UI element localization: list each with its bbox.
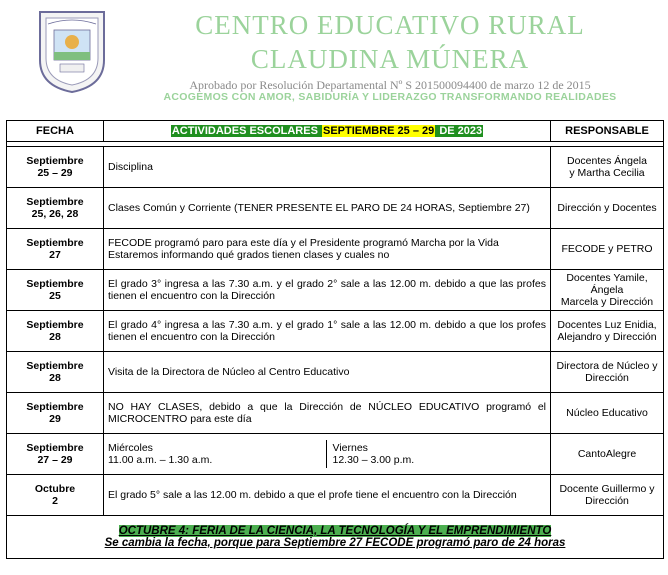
table-row [7, 270, 664, 311]
row-activity: El grado 3° ingresa a las 7.30 a.m. y el grado 2° sale a las 12.00 m. debido a que las profes tienen el encuentro con la Dirección [104, 270, 551, 311]
row-activity: El grado 4° ingresa a las 7.30 a.m. y el grado 1° sale a las 12.00 m. debido a que los profes tienen el encuentro con la Dirección [104, 311, 551, 352]
row-responsible: Docentes Ángela y Martha Cecilia [551, 147, 664, 188]
column-header-actividades [104, 121, 551, 142]
school-motto: ACOGEMOS CON AMOR, SABIDURÍA Y LIDERAZGO TRANSFORMANDO REALIDADES [163, 91, 617, 103]
date-change-notice: Se cambia la fecha, porque para Septiembre 27 FECODE programó paro de 24 horas [104, 537, 566, 549]
table-footer-row [7, 516, 664, 559]
row-activity: El grado 5° sale a las 12.00 m. debido a que el profe tiene el encuentro con la Dirección [104, 475, 551, 516]
row-responsible: Directora de Núcleo y Dirección [551, 352, 664, 393]
table-row [7, 147, 664, 188]
row-date: Septiembre 27 – 29 [7, 434, 104, 475]
table-header-row [7, 121, 664, 142]
row-activity: NO HAY CLASES, debido a que la Dirección de NÚCLEO EDUCATIVO programó el MICROCENTRO para este día [104, 393, 551, 434]
schedule-friday: Viernes 12.30 – 3.00 p.m. [332, 442, 415, 466]
document-header [0, 0, 668, 112]
school-title-line2: CLAUDINA MÚNERA [250, 44, 530, 74]
row-responsible: Docente Guillermo y Dirección [551, 475, 664, 516]
row-activity-split [104, 434, 551, 475]
school-title-line1: CENTRO EDUCATIVO RURAL [195, 10, 585, 40]
row-responsible: FECODE y PETRO [551, 229, 664, 270]
row-activity: Disciplina [104, 147, 551, 188]
row-responsible: Docentes Yamile, Ángela Marcela y Dirección [551, 270, 664, 311]
row-date: Septiembre 27 [7, 229, 104, 270]
table-row [7, 229, 664, 270]
row-responsible: Núcleo Educativo [551, 393, 664, 434]
row-date: Septiembre 25, 26, 28 [7, 188, 104, 229]
header-activities-label: ACTIVIDADES ESCOLARES [171, 125, 321, 137]
row-activity: Clases Común y Corriente (TENER PRESENTE EL PARO DE 24 HORAS, Septiembre 27) [104, 188, 551, 229]
row-date: Septiembre 25 – 29 [7, 147, 104, 188]
table-row [7, 475, 664, 516]
row-date: Septiembre 28 [7, 352, 104, 393]
table-row [7, 311, 664, 352]
row-activity: Visita de la Directora de Núcleo al Centro Educativo [104, 352, 551, 393]
school-seal-logo [34, 8, 110, 94]
schedule-wednesday: Miércoles 11.00 a.m. – 1.30 a.m. [108, 440, 327, 468]
row-date: Septiembre 28 [7, 311, 104, 352]
table-row-split [7, 434, 664, 475]
row-responsible: Docentes Luz Enidia, Alejandro y Dirección [551, 311, 664, 352]
table-row [7, 188, 664, 229]
row-date: Septiembre 29 [7, 393, 104, 434]
row-date: Septiembre 25 [7, 270, 104, 311]
approval-resolution: Aprobado por Resolución Departamental Nº S 201500094400 de marzo 12 de 2015 [189, 78, 591, 92]
footer-notice [7, 516, 664, 559]
activities-table [6, 120, 664, 559]
table-row [7, 393, 664, 434]
row-date: Octubre 2 [7, 475, 104, 516]
header-week-range: SEPTIEMBRE 25 – 29 [322, 125, 435, 137]
column-header-responsable: RESPONSABLE [551, 121, 664, 142]
table-row [7, 352, 664, 393]
row-responsible: CantoAlegre [551, 434, 664, 475]
row-responsible: Dirección y Docentes [551, 188, 664, 229]
header-year: DE 2023 [436, 125, 483, 137]
column-header-fecha: FECHA [7, 121, 104, 142]
science-fair-notice: OCTUBRE 4: FERIA DE LA CIENCIA, LA TECNOLOGÍA Y EL EMPRENDIMIENTO [118, 525, 552, 537]
row-activity: FECODE programó paro para este día y el Presidente programó Marcha por la Vida Estaremos informando qué grados tienen clases y cuales no [104, 229, 551, 270]
